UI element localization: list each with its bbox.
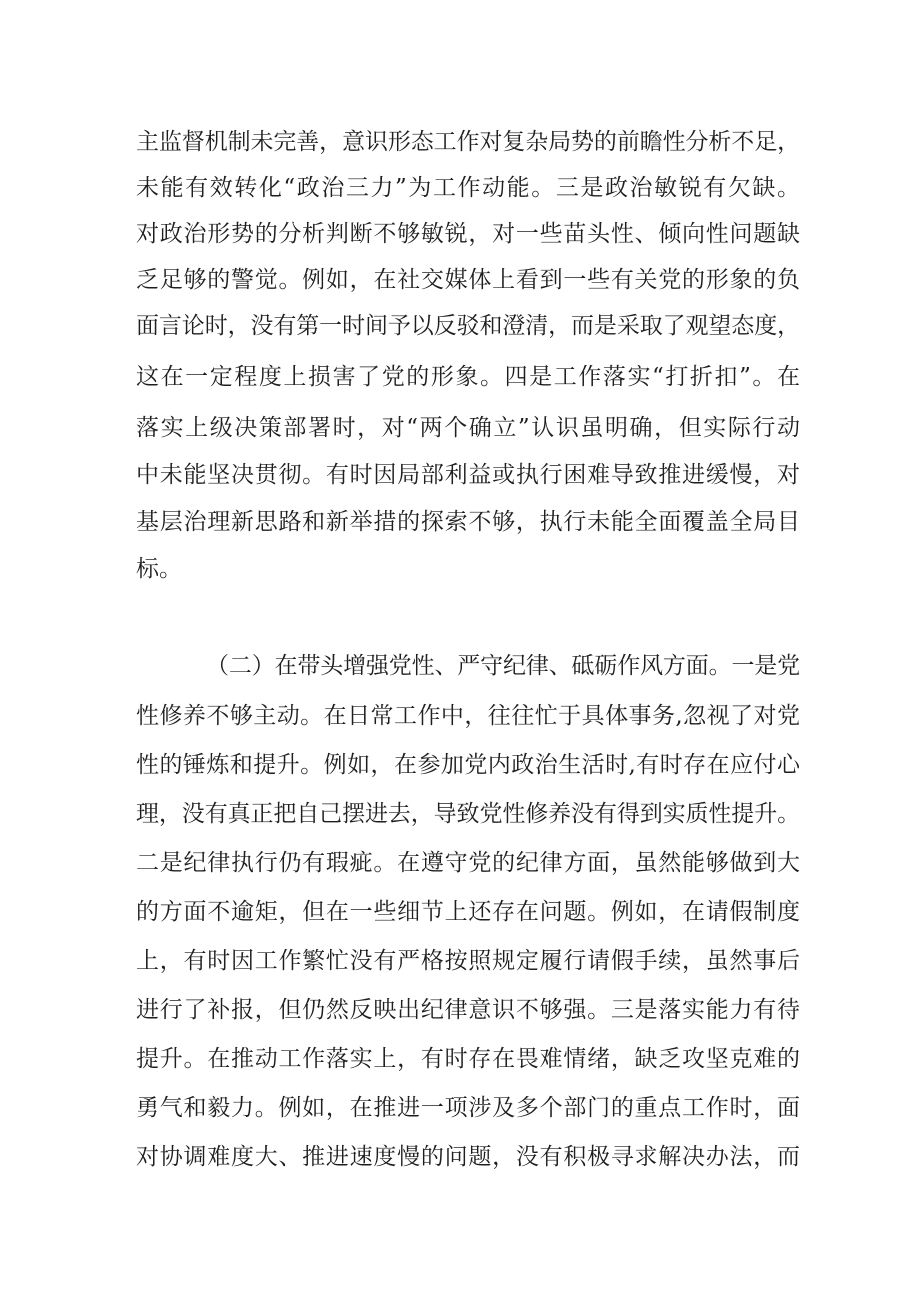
text-line: 中未能坚决贯彻。有时因局部利益或执行困难导致推进缓慢，对 (136, 462, 800, 488)
text-line: 主监督机制未完善，意识形态工作对复杂局势的前瞻性分析不足， (136, 129, 800, 155)
text-line: 性修养不够主动。在日常工作中，往往忙于具体事务,忽视了对党 (136, 703, 800, 729)
text-line: 基层治理新思路和新举措的探索不够，执行未能全面覆盖全局目 (136, 509, 800, 535)
text-line: 对政治形势的分析判断不够敏锐，对一些苗头性、倾向性问题缺 (136, 221, 800, 247)
text-line: 对协调难度大、推进速度慢的问题，没有积极寻求解决办法，而 (136, 1144, 800, 1170)
text-line: 提升。在推动工作落实上，有时存在畏难情绪，缺乏攻坚克难的 (136, 1046, 800, 1072)
text-line: 未能有效转化“政治三力”为工作动能。三是政治敏锐有欠缺。 (136, 175, 800, 201)
section-heading-line: （二）在带头增强党性、严守纪律、砥砺作风方面。一是党 (206, 653, 800, 679)
text-line: 的方面不逾矩，但在一些细节上还存在问题。例如，在请假制度 (136, 899, 800, 925)
text-line: 进行了补报，但仍然反映出纪律意识不够强。三是落实能力有待 (136, 997, 800, 1023)
text-line: 二是纪律执行仍有瑕疵。在遵守党的纪律方面，虽然能够做到大 (136, 850, 800, 876)
text-line: 乏足够的警觉。例如，在社交媒体上看到一些有关党的形象的负 (136, 267, 800, 293)
text-line: 勇气和毅力。例如，在推进一项涉及多个部门的重点工作时，面 (136, 1095, 800, 1121)
text-line: 这在一定程度上损害了党的形象。四是工作落实“打折扣”。在 (136, 364, 800, 390)
text-line: 标。 (136, 556, 182, 582)
text-line: 理，没有真正把自己摆进去，导致党性修养没有得到实质性提升。 (136, 801, 800, 827)
text-line: 面言论时，没有第一时间予以反驳和澄清，而是采取了观望态度， (136, 313, 800, 339)
text-line: 性的锤炼和提升。例如，在参加党内政治生活时,有时存在应付心 (136, 752, 800, 778)
text-line: 上，有时因工作繁忙没有严格按照规定履行请假手续，虽然事后 (136, 948, 800, 974)
text-line: 落实上级决策部署时，对“两个确立”认识虽明确，但实际行动 (136, 415, 800, 441)
